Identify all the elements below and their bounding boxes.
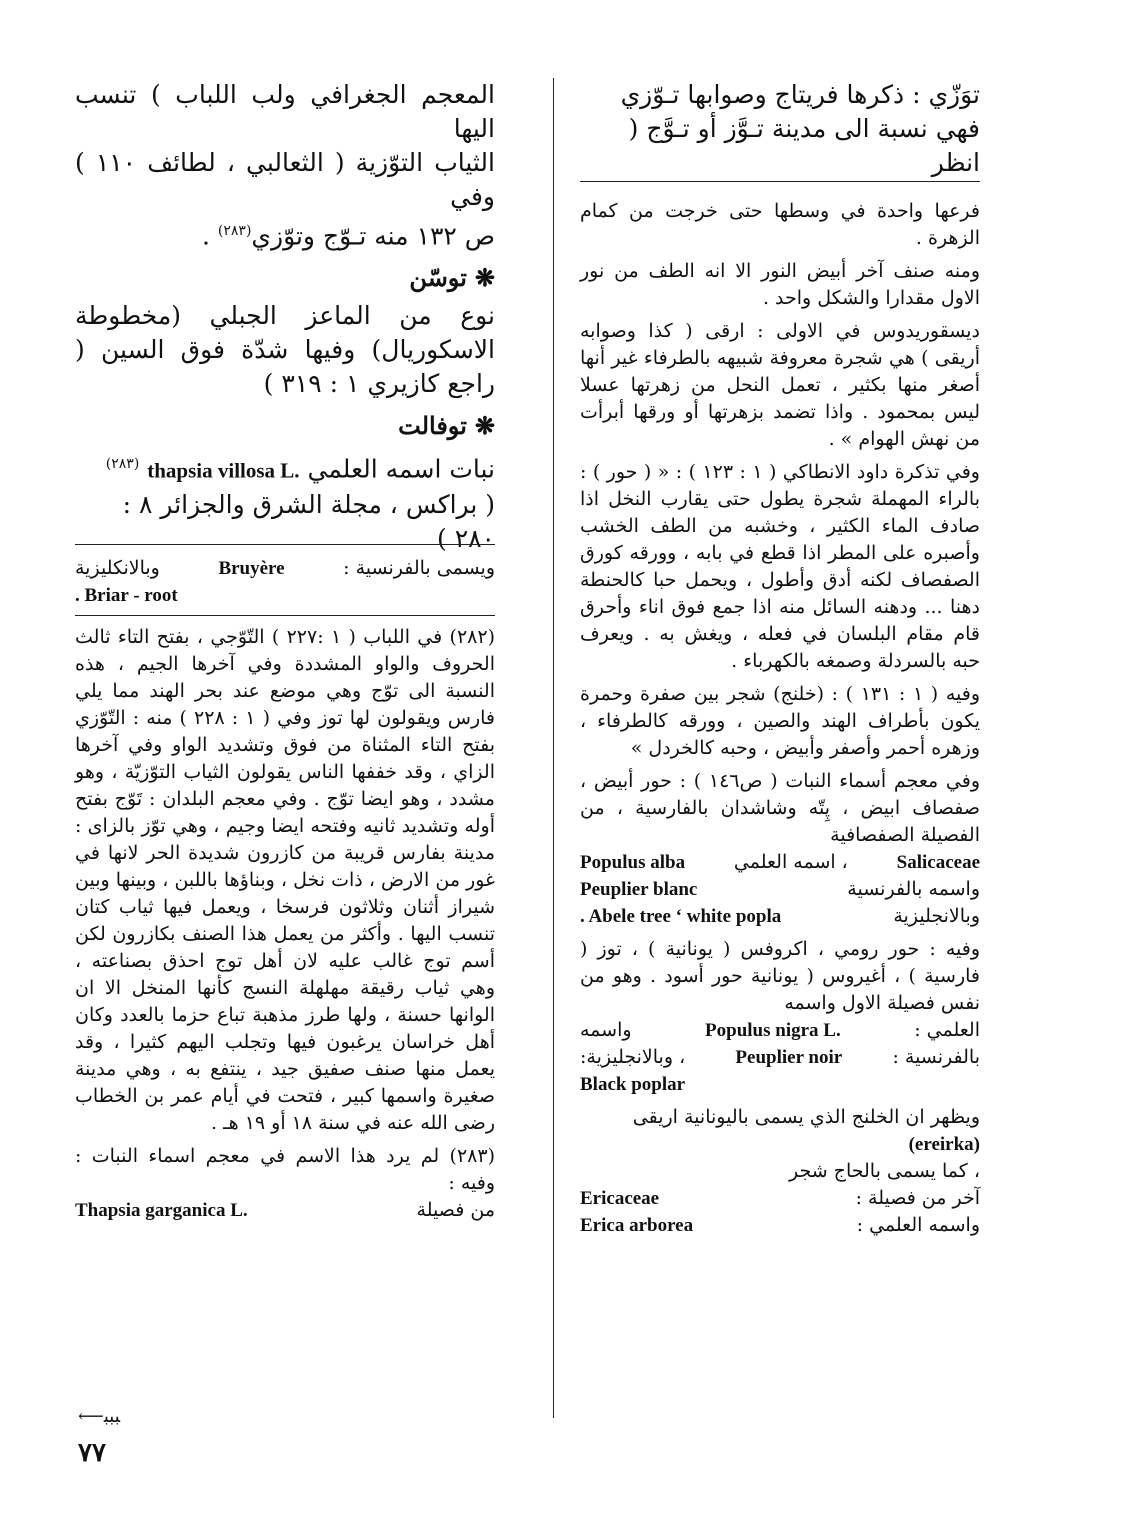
continue-arrow-icon: ⟵ﺒﺒﺒ xyxy=(78,1406,121,1427)
footnote-bruyere-line xyxy=(75,555,495,582)
footnote-briar-line xyxy=(75,582,495,609)
english-name: . Abele tree ‘ white popla xyxy=(580,906,782,927)
continuation-line: ص ١٣٢ منه تـوّج وتوّزي$^{(٢٨٣)}$ . xyxy=(202,221,495,251)
footnote-rule-right xyxy=(580,181,980,182)
french-name: Peuplier blanc xyxy=(580,879,698,900)
label-text: آخر من فصيلة : xyxy=(855,1187,980,1209)
page-number: ٧٧ xyxy=(78,1438,106,1468)
erica-line-2 xyxy=(580,1158,980,1185)
continuation-line: المعجم الجغرافي ولب اللباب ) تنسب اليها xyxy=(75,80,495,143)
label-text: واسمه العلمي : xyxy=(856,1214,980,1236)
entry-heading-tawassun xyxy=(75,261,495,295)
continuation-text: ص ١٣٢ منه تـوّج وتوّزي xyxy=(251,221,495,251)
english-line-2 xyxy=(580,1071,980,1098)
greek-transliteration: (ereirka) xyxy=(908,1134,980,1155)
species-name: Thapsia garganica L. xyxy=(75,1200,248,1221)
family-name: Salicaceae xyxy=(896,852,980,873)
english-line-1 xyxy=(580,903,980,930)
footnote-paragraph: ومنه صنف آخر أبيض النور الا انه الطف من نور الاول مقدارا والشكل واحد . xyxy=(580,260,980,309)
footnote-paragraph: وفي تذكرة داود الانطاكي ( ١ : ١٢٣ ) : « ( حور ) : بالراء المهملة شجرة يطول حتى يقارب النخل اذا صادف الماء الكثير ، وخشبه من الطف الخشب وأصبره على المطر اذا قطع في بابه ، وورقه كورق الصفصاف لكنه أدق وأطول ، ويحمل حبا كالحنطة دهنا ... ودهنه السائل منه اذا جمع فوق اناء وأحرق قام مقام البلسان في فعله ، ويغش به . ويعرف حبه بالسردلة وصمغه بالكهرباء . xyxy=(580,461,980,672)
footnote-paragraph: وفيه ( ١ : ١٣١ ) : (خلنج) شجر بين صفرة وحمرة يكون بأطراف الهند والصين ، وورقه كالطرفاء ، وزهره أحمر وأصفر وأبيض ، وحبه كالخردل » xyxy=(580,683,980,759)
entry-title: توسّن xyxy=(409,263,467,293)
label-text: وبالانكليزية xyxy=(75,557,160,579)
salicaceae-line xyxy=(580,849,980,876)
french-name: Peuplier noir xyxy=(735,1047,843,1068)
footnote-paragraph: ويظهر ان الخلنج الذي يسمى باليونانية اريقى xyxy=(632,1106,980,1128)
french-line-2 xyxy=(580,1044,980,1071)
footnote-paragraph: فرعها واحدة في وسطها حتى خرجت من كمام الزهرة . xyxy=(580,200,980,249)
footnote-separator xyxy=(75,615,495,616)
species-name: Populus nigra L. xyxy=(705,1020,841,1041)
entry-heading-tufalt xyxy=(75,409,495,443)
erica-line-4 xyxy=(580,1212,980,1239)
right-column xyxy=(580,78,980,180)
footnote-paragraph: ديسقوريدوس في الاولى : ارقى ( كذا وصوابه أريقى ) هي شجرة معروفة شبيهه بالطرفاء غير أنها أصغر منها بكثير ، تعمل النحل من زهرتها عسلا ليس بمحمود . واذا تضمد بزهرتها أو ورقها أبرأت من نهش الهوام » . xyxy=(580,320,980,450)
nigra-line xyxy=(580,1017,980,1044)
footnote-283-latin xyxy=(75,1197,495,1224)
label-text: ، اسمه العلمي xyxy=(733,851,848,873)
star-icon: ❋ xyxy=(474,263,495,293)
footnote-282: (٢٨٢) في اللباب ( ١ :٢٢٧ ) التّوّجي ، بفتح التاء ثالث الحروف والواو المشددة وفي آخرها الجيم ، هذه النسبة الى توّج وهي موضع عند بحر الهند مما يلي فارس ويقولون لها توز وفي ( ١ : ٢٢٨ ) منه : التّوّزي بفتح التاء المثناة من فوق وتشديد الواو وفي آخرها الزاي ، وقد خففها الناس يقولون الثياب التوّزيّة ، وهو مشدد ، وهو ايضا توّج . وفي معجم البلدان : تَوّج بفتح أوله وتشديد ثانيه وفتحه ايضا وجيم ، وهي توّز بالزاى : مدينة بفارس قريبة من كازرون شديدة الحر لانها في غور من الارض ، ذات نخل ، وبناؤها باللبن ، وبينها وبين شيراز أثنان وثلاثون فرسخا ، ويعمل فيها ثياب كتان تنسب اليها . وأكثر من يعمل هذا الصنف بكازرون لكن أسم توج غالب عليه لان أهل توج احذق بصناعته ، وهي ثياب رقيقة مهلهلة النسج كأنها المنخل الا ان الوانها حسنة ، ولها طرز مذهبة تباع حزما بالعدد وكان أهل خراسان يرغبون فيها وتجلب اليهم كثيرا ، وقد يعمل منها صنف صفيق جيد ، ينتفع به ، وهي مدينة صغيرة واسمها كبير ، فتحت في أيام عمر بن الخطاب رضى الله عنه في سنة ١٨ أو ١٩ هـ . xyxy=(75,626,496,1134)
entry-body xyxy=(75,447,495,487)
family-name: Ericaceae xyxy=(580,1188,660,1209)
label-text: ، كما يسمى بالحاج شجر xyxy=(788,1160,980,1182)
label-text: من فصيلة xyxy=(416,1199,495,1221)
english-name: . Briar - root xyxy=(75,585,178,606)
header-line-1: توَزّي : ذكرها فريتاج وصوابها تـوّزي xyxy=(620,80,980,109)
footnote-paragraph: وفي معجم أسماء النبات ( ص١٤٦ ) : حور أبيض ، صفصاف ابيض ، پِتّه وشاشدان بالفارسية ، من الفصيلة الصفصافية xyxy=(580,770,980,846)
label-text: العلمي : xyxy=(914,1019,980,1041)
footnote-paragraph: وفيه : حور رومي ، اكروفس ( يونانية ) ، توز ( فارسية ) ، أغيروس ( يونانية حور أسود . وهو من نفس فصيلة الاول واسمه xyxy=(580,938,980,1014)
erica-line-1 xyxy=(580,1131,980,1158)
species-name: Erica arborea xyxy=(580,1215,694,1236)
label-text: وبالانجليزية xyxy=(893,905,980,927)
star-icon: ❋ xyxy=(474,411,495,441)
english-name: Black poplar xyxy=(580,1074,686,1095)
footnote-ref[interactable]: (٢٨٣) xyxy=(217,223,252,239)
label-text: ويسمى بالفرنسية : xyxy=(343,557,495,579)
footnote-rule-left xyxy=(75,544,495,545)
species-name: Populus alba xyxy=(580,852,686,873)
footnote-ref[interactable]: (٢٨٣) xyxy=(105,456,140,473)
label-text: واسمه بالفرنسية xyxy=(847,878,980,900)
entry-reference: ( براكس ، مجلة الشرق والجزائر ٨ : ٢٨٠ ) xyxy=(122,489,495,553)
entry-text: نبات اسمه العلمي xyxy=(307,454,495,484)
column-divider xyxy=(553,78,554,1418)
left-footnotes xyxy=(75,555,495,1224)
footnote-283-line: (٢٨٣) لم يرد هذا الاسم في معجم اسماء النبات : وفيه : xyxy=(75,1145,495,1194)
french-line-1 xyxy=(580,876,980,903)
entry-title: توفالت xyxy=(398,411,467,441)
label-text: بالفرنسية : xyxy=(892,1046,980,1068)
header-line-2: فهي نسبة الى مدينة تـوَّز أو تـوَّج ( انظر xyxy=(628,114,980,177)
label-text: ، وبالانجليزية: xyxy=(580,1046,686,1068)
label-text: واسمه xyxy=(580,1019,632,1041)
left-column xyxy=(75,78,495,556)
erica-line-3 xyxy=(580,1185,980,1212)
french-name: Bruyère xyxy=(218,558,285,579)
continuation-line: الثياب التوّزية ( الثعالبي ، لطائف ١١٠ ) وفي xyxy=(75,148,495,211)
species-name: thapsia villosa L. xyxy=(147,458,300,483)
right-footnotes xyxy=(580,198,980,1239)
entry-body: نوع من الماعز الجبلي (مخطوطة الاسكوريال) وفيها شدّة فوق السين ( راجع كازيري ١ : ٣١٩ ) xyxy=(75,301,495,399)
